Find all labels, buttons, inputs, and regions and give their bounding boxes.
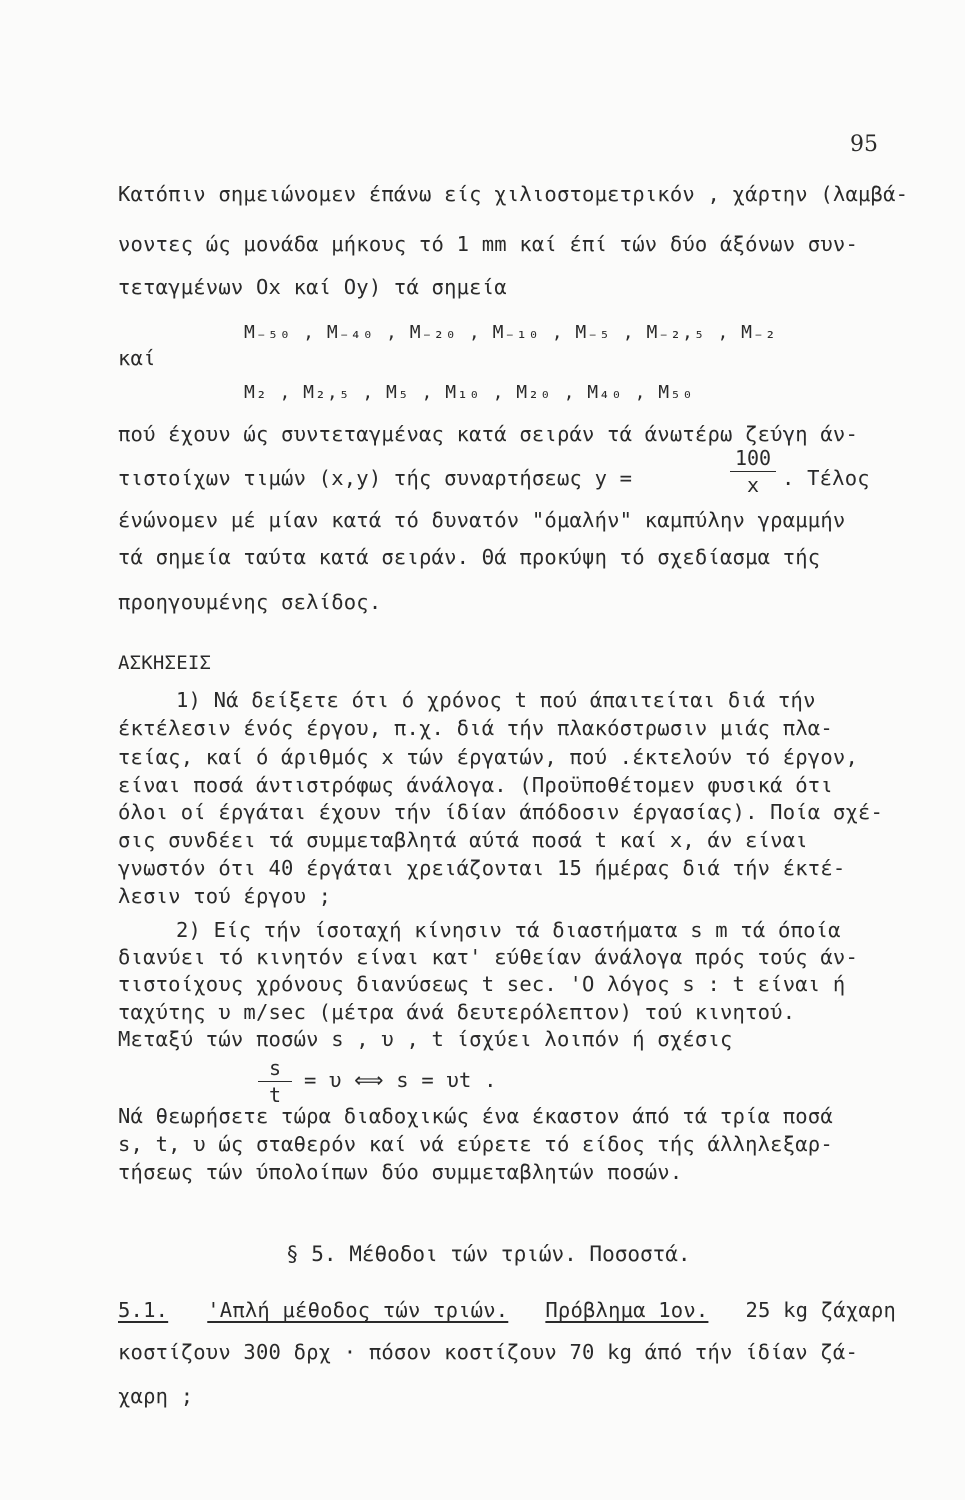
text-line: προηγουμένης σελίδος.: [118, 590, 382, 614]
text-line: τά σημεία ταύτα κατά σειράν. Θά προκύψη τό σχεδίασμα τής: [118, 545, 821, 569]
exercise1-line: σις συνδέει τά συμμεταβλητά αύτά ποσά t καί x, άν είναι: [118, 828, 808, 852]
text-line: νοντες ώς μονάδα μήκους τό 1 mm καί έπί τών δύο άξόνων συν-: [118, 232, 858, 256]
exercise2-line: 2) Είς τήν ίσοταχή κίνησιν τά διαστήματα s m τά όποία: [176, 918, 841, 942]
points-row-negative: M₋₅₀ , M₋₄₀ , M₋₂₀ , M₋₁₀ , M₋₅ , M₋₂,₅ , M₋₂: [244, 322, 777, 343]
text-line: ένώνομεν μέ μίαν κατά τό δυνατόν "όμαλήν" καμπύλην γραμμήν: [118, 508, 846, 532]
problem-text-line: χαρη ;: [118, 1384, 194, 1408]
text-line: πού έχουν ώς συντεταγμένας κατά σειράν τά άνωτέρω ζεύγη άν-: [118, 422, 858, 446]
problem-text: 25 kg ζάχαρη: [745, 1298, 897, 1322]
exercise1-line: τείας, καί ό άριθμός x τών έργατών, πού .έκτελούν τό έργον,: [118, 745, 858, 769]
text-line: Κατόπιν σημειώνομεν έπάνω είς χιλιοστομετρικόν , χάρτην (λαμβά-: [118, 182, 909, 206]
exercise1-line: είναι ποσά άντιστρόφως άνάλογα. (Προϋποθέτομεν φυσικά ότι: [118, 773, 833, 797]
points-row-positive: M₂ , M₂,₅ , M₅ , M₁₀ , M₂₀ , M₄₀ , M₅₀: [244, 382, 694, 403]
fraction-denominator: x: [746, 473, 760, 497]
exercise2-line: Μεταξύ τών ποσών s , υ , t ίσχύει λοιπόν ή σχέσις: [118, 1027, 733, 1051]
problem-label: Πρόβλημα 1ον.: [545, 1298, 709, 1322]
exercise2-after-line: Νά θεωρήσετε τώρα διαδοχικώς ένα έκαστον άπό τά τρία ποσά: [118, 1104, 833, 1128]
page-number: 95: [850, 132, 878, 157]
problem-text-line: κοστίζουν 300 δρχ · πόσον κοστίζουν 70 kg άπό τήν ίδίαν ζά-: [118, 1340, 858, 1364]
exercise2-after-line: τήσεως τών ύπολοίπων δύο συμμεταβλητών ποσών.: [118, 1160, 683, 1184]
subsection-number: 5.1.: [118, 1298, 169, 1322]
subsection-title: 'Απλή μέθοδος τών τριών.: [207, 1298, 509, 1322]
exercise1-line: γνωστόν ότι 40 έργάται χρειάζονται 15 ήμέρας διά τήν έκτέ-: [118, 856, 846, 880]
exercise2-line: διανύει τό κινητόν είναι κατ' εύθείαν άνάλογα πρός τούς άν-: [118, 945, 858, 969]
and-word: καί: [118, 346, 156, 370]
formula-fraction: [258, 1056, 292, 1107]
exercise1-line: έκτέλεσιν ένός έργου, π.χ. διά τήν πλακόστρωσιν μιάς πλα-: [118, 716, 833, 740]
exercise2-after-line: s, t, υ ώς σταθερόν καί νά εύρετε τό είδος τής άλληλεξαρ-: [118, 1132, 833, 1156]
function-fraction: [730, 446, 776, 497]
exercise1-line: λεσιν τού έργου ;: [118, 884, 332, 908]
formula-numerator: s: [258, 1056, 292, 1082]
text-line-function-end: . Τέλος: [782, 466, 870, 490]
section-heading: § 5. Μέθοδοι τών τριών. Ποσοστά.: [286, 1242, 691, 1266]
subsection-line: [118, 1298, 896, 1322]
text-line-function: τιστοίχων τιμών (x,y) τής συναρτήσεως y =: [118, 466, 633, 490]
fraction-numerator: 100: [730, 446, 776, 472]
formula-denominator: t: [268, 1083, 282, 1107]
exercise2-line: ταχύτης υ m/sec (μέτρα άνά δευτερόλεπτον) τού κινητού.: [118, 1000, 796, 1024]
exercise2-line: τιστοίχους χρόνους διανύσεως t sec. 'Ο λόγος s : t είναι ή: [118, 972, 846, 996]
formula-rest: = υ ⟺ s = υt .: [304, 1068, 497, 1092]
exercise1-line: όλοι οί έργάται έχουν τήν ίδίαν άπόδοσιν έργασίας). Ποία σχέ-: [118, 800, 884, 824]
text-line: τεταγμένων Ox καί Oy) τά σημεία: [118, 275, 507, 299]
exercises-heading: ΑΣΚΗΣΕΙΣ: [118, 652, 212, 674]
exercise1-line: 1) Νά δείξετε ότι ό χρόνος t πού άπαιτείται διά τήν: [176, 688, 816, 712]
